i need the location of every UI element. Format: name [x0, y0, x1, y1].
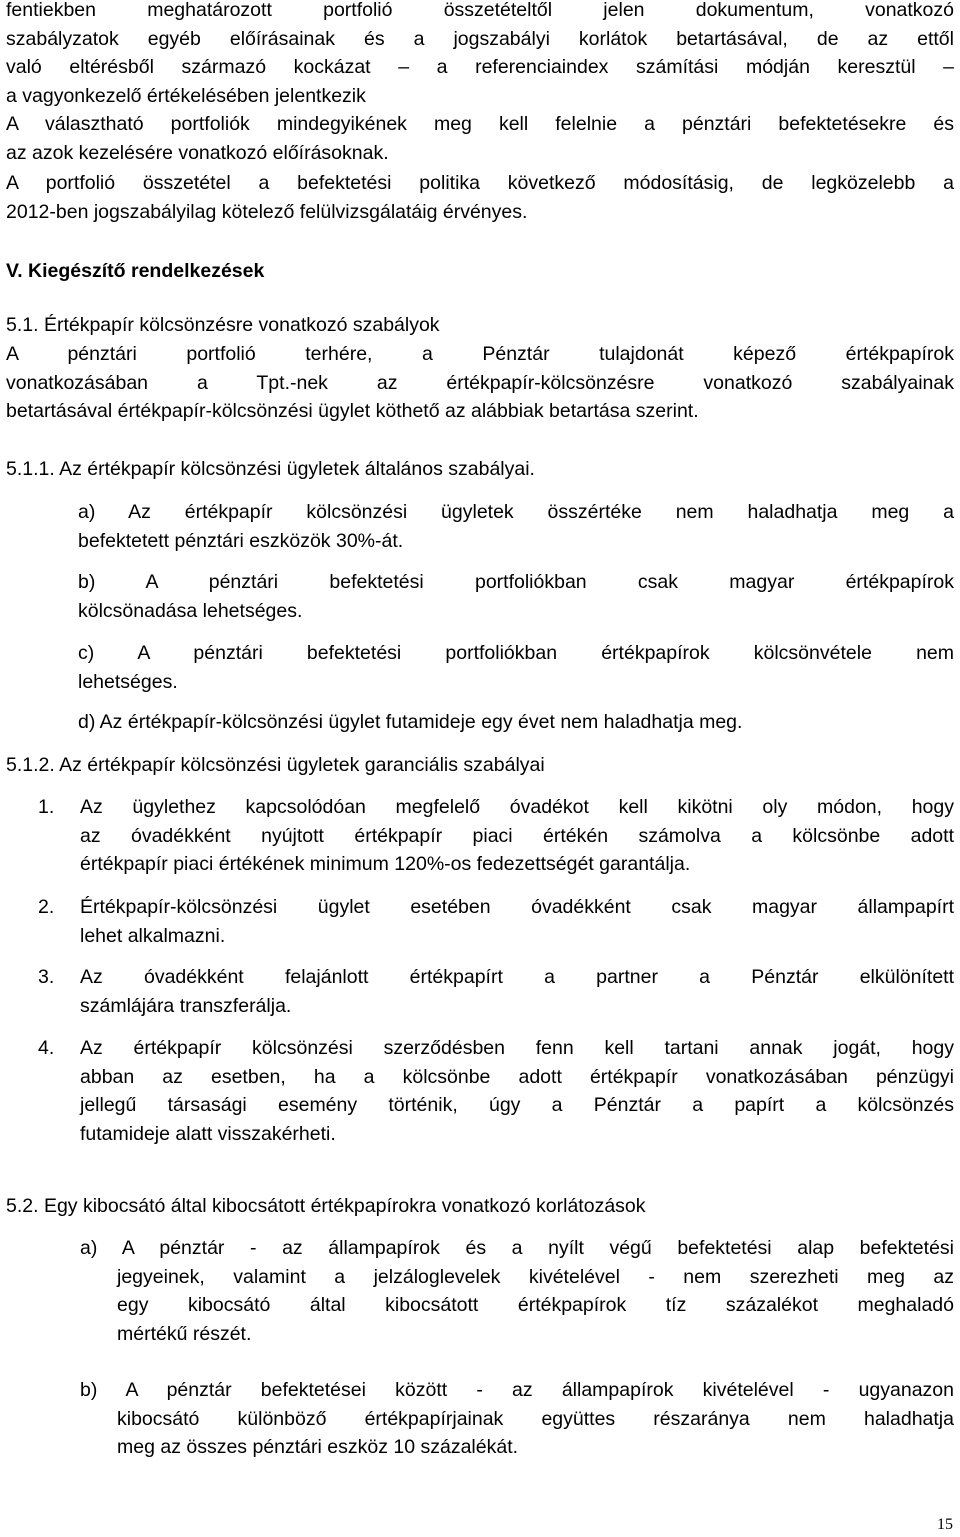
text-line: jellegű társasági esemény történik, úgy a Pénztár a papírt a kölcsönzés: [80, 1094, 954, 1117]
text-line: 2012-ben jogszabályilag kötelező felülvizsgálatáig érvényes.: [6, 200, 528, 223]
text-line: értékpapír piaci értékének minimum 120%-os fedezettségét garantálja.: [80, 853, 691, 876]
subsection-heading: 5.2. Egy kibocsátó által kibocsátott értékpapírokra vonatkozó korlátozások: [6, 1195, 646, 1217]
item-number: 4.: [38, 1037, 55, 1059]
item-number: 2.: [38, 896, 55, 918]
text-line: vonatkozásában a Tpt.-nek az értékpapír-kölcsönzésre vonatkozó szabályainak: [6, 371, 954, 394]
list-item: [80, 1234, 954, 1348]
intro-paragraph-2: [6, 110, 954, 167]
text-line: az óvadékként nyújtott értékpapír piaci értékén számolva a kölcsönbe adott: [80, 824, 954, 847]
text-line: A pénztári portfolió terhére, a Pénztár tulajdonát képező értékpapírok: [6, 343, 954, 365]
text-line: lehet alkalmazni.: [80, 924, 226, 947]
text-line: A portfolió összetétel a befektetési politika következő módosításig, de legközelebb a: [6, 172, 954, 194]
item-number: 1.: [38, 796, 55, 818]
list-item: [78, 639, 954, 696]
text-line: jegyeinek, valamint a jelzáloglevelek kivételével - nem szerezheti meg az: [117, 1265, 954, 1288]
list-item: [80, 1376, 954, 1462]
text-line: a vagyonkezelő értékelésében jelentkezik: [6, 84, 366, 107]
numbered-item: [38, 893, 954, 950]
text-line: számlájára transzferálja.: [80, 994, 292, 1017]
text-line: mértékű részét.: [117, 1322, 252, 1345]
text-line: szabályzatok egyéb előírásainak és a jogszabályi korlátok betartásával, de az ettől: [6, 27, 954, 50]
text-line: befektetett pénztári eszközök 30%-át.: [78, 529, 404, 552]
section-heading: V. Kiegészítő rendelkezések: [6, 260, 265, 282]
page-number: 15: [937, 1516, 953, 1533]
text-line: egy kibocsátó által kibocsátott értékpapírok tíz százalékot meghaladó: [117, 1294, 954, 1317]
intro-paragraph-3: [6, 169, 954, 226]
intro-paragraph: [6, 0, 954, 110]
subsection-body: [6, 340, 954, 426]
text-line: kölcsönadása lehetséges.: [78, 599, 303, 622]
text-line: futamideje alatt visszakérheti.: [80, 1122, 336, 1145]
text-line: d) Az értékpapír-kölcsönzési ügylet futamideje egy évet nem haladhatja meg.: [78, 711, 743, 733]
subsection-heading: 5.1.1. Az értékpapír kölcsönzési ügyletek általános szabályai.: [6, 458, 535, 480]
text-line: lehetséges.: [78, 670, 178, 693]
text-line: A választható portfoliók mindegyikének meg kell felelnie a pénztári befektetésekre és: [6, 113, 954, 135]
text-line: az azok kezelésére vonatkozó előírásoknak.: [6, 141, 389, 164]
subsection-heading: 5.1.2. Az értékpapír kölcsönzési ügyletek garanciális szabályai: [6, 754, 545, 776]
text-line: fentiekben meghatározott portfolió összetételtől jelen dokumentum, vonatkozó: [6, 0, 954, 21]
text-line: Értékpapír-kölcsönzési ügylet esetében óvadékként csak magyar állampapírt: [80, 896, 954, 918]
numbered-item: [38, 1034, 954, 1148]
text-line: kibocsátó különböző értékpapírjainak együttes részaránya nem haladhatja: [117, 1407, 954, 1430]
text-line: betartásával értékpapír-kölcsönzési ügylet köthető az alábbiak betartása szerint.: [6, 400, 699, 423]
text-line: a) A pénztár - az állampapírok és a nyílt végű befektetési alap befektetési: [80, 1237, 954, 1259]
subsection-heading: 5.1. Értékpapír kölcsönzésre vonatkozó szabályok: [6, 314, 440, 336]
numbered-item: [38, 793, 954, 879]
text-line: a) Az értékpapír kölcsönzési ügyletek összértéke nem haladhatja meg a: [78, 501, 954, 523]
list-item: [78, 708, 954, 737]
item-number: 3.: [38, 966, 55, 988]
numbered-item: [38, 963, 954, 1020]
text-line: b) A pénztári befektetési portfoliókban csak magyar értékpapírok: [78, 571, 954, 593]
text-line: Az értékpapír kölcsönzési szerződésben fenn kell tartani annak jogát, hogy: [80, 1037, 954, 1059]
list-item: [78, 498, 954, 555]
text-line: c) A pénztári befektetési portfoliókban értékpapírok kölcsönvétele nem: [78, 642, 954, 664]
text-line: meg az összes pénztári eszköz 10 százalékát.: [117, 1436, 519, 1459]
text-line: Az óvadékként felajánlott értékpapírt a partner a Pénztár elkülönített: [80, 966, 954, 988]
list-item: [78, 568, 954, 625]
text-line: Az ügylethez kapcsolódóan megfelelő óvadékot kell kikötni oly módon, hogy: [80, 796, 954, 818]
text-line: való eltérésből származó kockázat – a referenciaindex számítási módján keresztül –: [6, 56, 954, 79]
text-line: abban az esetben, ha a kölcsönbe adott értékpapír vonatkozásában pénzügyi: [80, 1065, 954, 1088]
text-line: b) A pénztár befektetései között - az állampapírok kivételével - ugyanazon: [80, 1379, 954, 1401]
